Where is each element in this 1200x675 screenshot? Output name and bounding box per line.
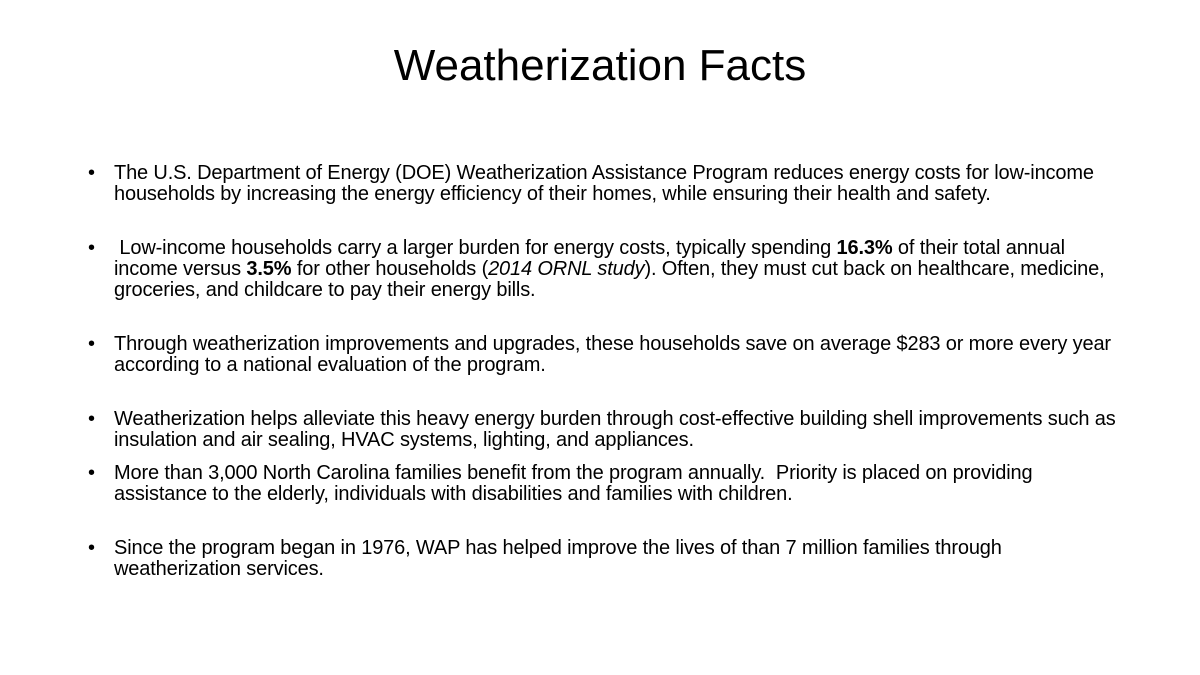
slide-title: Weatherization Facts (393, 41, 807, 90)
bullet-stat-other: 3.5% (246, 258, 292, 280)
bullet-item-improvements (88, 409, 1118, 451)
bullet-item-energy-burden (88, 238, 1118, 301)
bullet-text: The U.S. Department of Energy (DOE) Weatherization Assistance Program reduces energy costs for low-income households by increasing the energy efficiency of their homes, while ensuring their health and safety. (114, 162, 1094, 205)
bullet-text: Through weatherization improvements and upgrades, these households save on average $283 or more every year according to a national evaluation of the program. (114, 333, 1111, 376)
bullet-text: Since the program began in 1976, WAP has helped improve the lives of than 7 million families through weatherization services. (114, 537, 1002, 580)
bullet-text-part: of their total annual income versus (114, 237, 1065, 280)
bullet-text-part: Low-income households carry a larger burden for energy costs, typically spending (114, 237, 837, 259)
bullet-text: More than 3,000 North Carolina families benefit from the program annually. Priority is placed on providing assistance to the elderly, individuals with disabilities and families with children. (114, 462, 1038, 505)
bullet-dot-icon: • (88, 237, 95, 259)
bullet-item-nc-families (88, 463, 1118, 505)
bullet-text-part: for other households ( (291, 258, 489, 280)
bullet-citation: 2014 ORNL study (488, 258, 645, 280)
bullet-dot-icon: • (88, 333, 95, 355)
bullet-stat-low-income: 16.3% (836, 237, 893, 259)
bullet-list (88, 163, 1118, 580)
bullet-text-part: ). Often, they must cut back on healthcare, medicine, groceries, and childcare to pay their energy bills. (114, 258, 1105, 301)
bullet-dot-icon: • (88, 162, 95, 184)
bullet-dot-icon: • (88, 408, 95, 430)
bullet-item-history (88, 538, 1118, 580)
bullet-dot-icon: • (88, 462, 95, 484)
bullet-item-doe-program (88, 163, 1118, 205)
bullet-text: Weatherization helps alleviate this heavy energy burden through cost-effective building shell improvements such as insulation and air sealing, HVAC systems, lighting, and appliances. (114, 408, 1116, 451)
bullet-item-savings (88, 334, 1118, 376)
bullet-dot-icon: • (88, 537, 95, 559)
